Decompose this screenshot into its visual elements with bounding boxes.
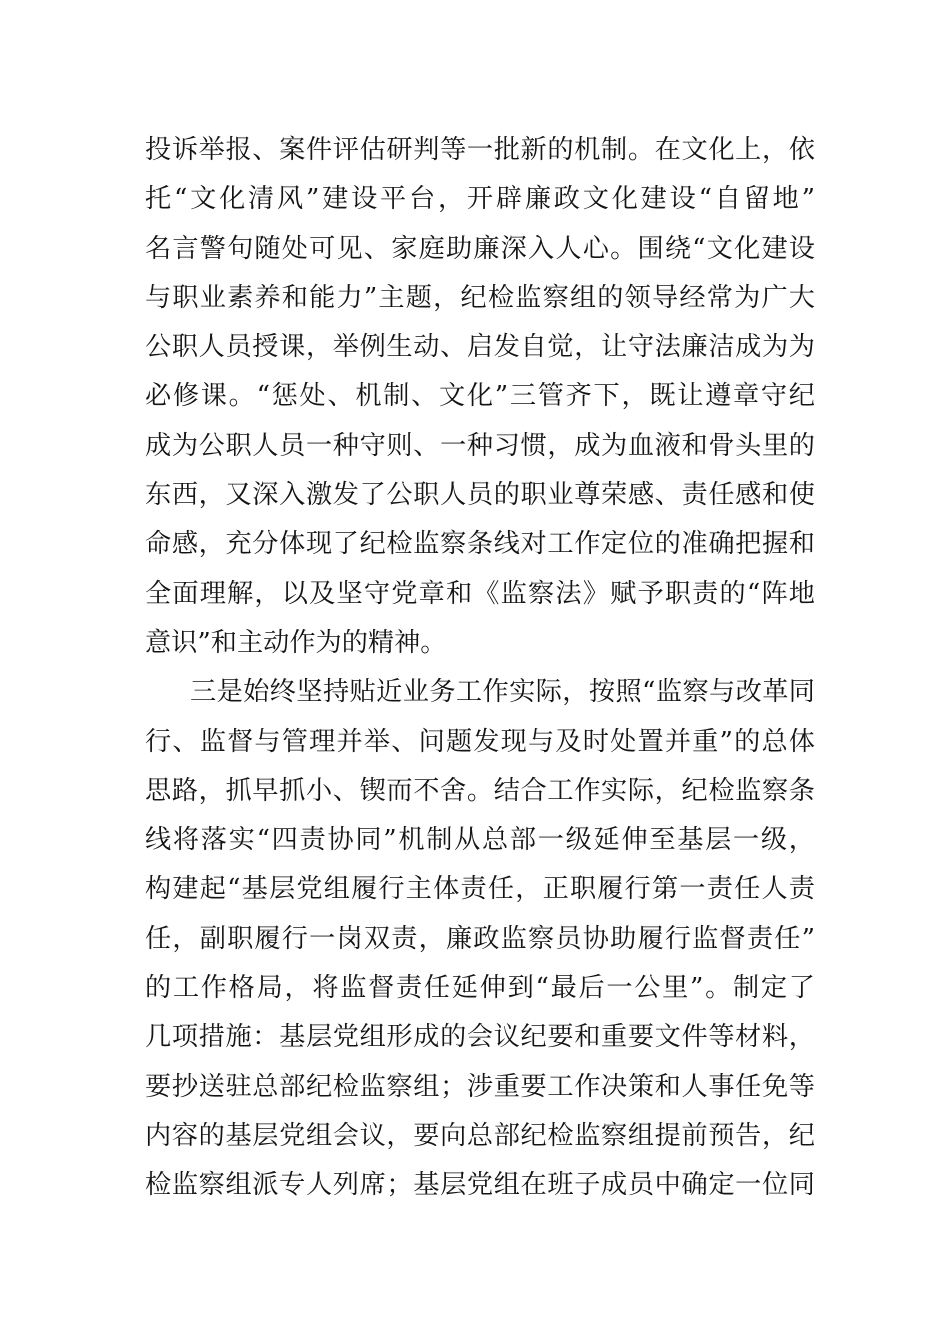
text-line-19: 几项措施：基层党组形成的会议纪要和重要文件等材料， [145, 1022, 815, 1053]
text-line-9: 命感，充分体现了纪检监察条线对工作定位的准确把握和 [145, 529, 815, 560]
text-line-1: 投诉举报、案件评估研判等一批新的机制。在文化上，依 [145, 135, 815, 165]
text-line-10: 全面理解，以及坚守党章和《监察法》赋予职责的“阵地 [145, 578, 815, 609]
text-line-13: 行、监督与管理并举、问题发现与及时处置并重”的总体 [145, 726, 815, 757]
text-line-2: 托“文化清风”建设平台，开辟廉政文化建设“自留地” [145, 184, 815, 215]
text-line-12: 三是始终坚持贴近业务工作实际，按照“监察与改革同 [190, 677, 815, 708]
text-line-4: 与职业素养和能力”主题，纪检监察组的领导经常为广大 [145, 282, 815, 313]
text-line-11: 意识”和主动作为的精神。 [145, 627, 447, 658]
text-line-6: 必修课。“惩处、机制、文化”三管齐下，既让遵章守纪 [145, 381, 815, 412]
text-line-22: 检监察组派专人列席；基层党组在班子成员中确定一位同 [145, 1170, 815, 1201]
text-line-20: 要抄送驻总部纪检监察组；涉重要工作决策和人事任免等 [145, 1071, 815, 1102]
text-line-3: 名言警句随处可见、家庭助廉深入人心。围绕“文化建设 [145, 233, 815, 264]
text-line-8: 东西，又深入激发了公职人员的职业尊荣感、责任感和使 [145, 480, 815, 511]
text-line-5: 公职人员授课，举例生动、启发自觉，让守法廉洁成为为 [145, 332, 815, 363]
text-line-21: 内容的基层党组会议，要向总部纪检监察组提前预告，纪 [145, 1120, 815, 1151]
text-line-16: 构建起“基层党组履行主体责任，正职履行第一责任人责 [145, 874, 815, 905]
text-line-15: 线将落实“四责协同”机制从总部一级延伸至基层一级， [145, 825, 815, 856]
text-line-17: 任，副职履行一岗双责，廉政监察员协助履行监督责任” [145, 923, 815, 954]
text-line-14: 思路，抓早抓小、锲而不舍。结合工作实际，纪检监察条 [145, 775, 815, 806]
text-line-18: 的工作格局，将监督责任延伸到“最后一公里”。制定了 [145, 973, 815, 1004]
body-text [145, 126, 815, 1211]
text-line-7: 成为公职人员一种守则、一种习惯，成为血液和骨头里的 [145, 430, 815, 461]
